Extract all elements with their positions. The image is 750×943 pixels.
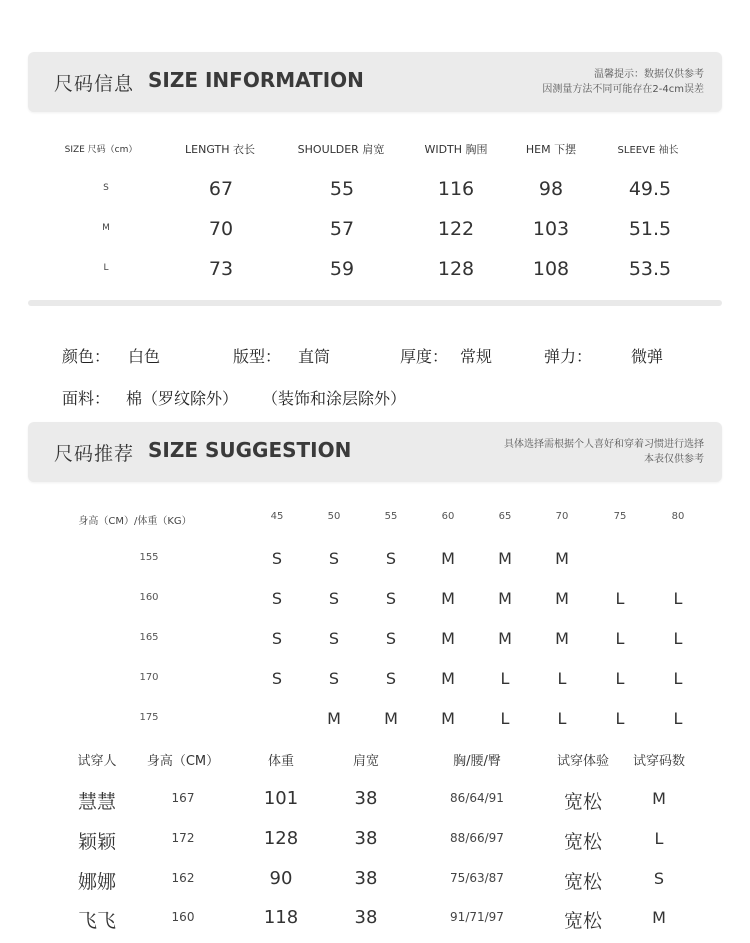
suggested-size-cell: L — [673, 629, 683, 648]
try-on-height-cell: 162 — [171, 871, 195, 885]
weight-header: 65 — [498, 511, 512, 522]
suggested-size-cell: M — [555, 629, 569, 648]
size-suggestion-title-en: SIZE SUGGESTION — [148, 438, 352, 462]
suggested-size-cell: S — [271, 629, 283, 648]
size-table-cell: 116 — [437, 178, 475, 200]
size-suggestion-title-zh: 尺码推荐 — [54, 443, 135, 465]
size-table-size-label: L — [103, 263, 109, 273]
suggested-size-cell: L — [673, 589, 683, 608]
height-label: 165 — [139, 632, 159, 643]
size-table-header: LENGTH 衣长 — [185, 143, 255, 156]
try-on-bwh-cell: 86/64/91 — [450, 791, 504, 805]
suggested-size-cell: M — [555, 589, 569, 608]
try-on-name-cell: 慧慧 — [77, 791, 117, 813]
try-on-header: 试穿体验 — [556, 754, 610, 769]
try-on-fit-cell: 宽松 — [563, 791, 603, 813]
elasticity-label: 弹力： — [544, 347, 593, 366]
size-suggestion-note — [504, 437, 704, 467]
suggested-size-cell: M — [384, 709, 398, 728]
suggested-size-cell: M — [441, 669, 455, 688]
color-value: 白色 — [128, 347, 161, 366]
try-on-size-cell: M — [652, 789, 666, 808]
weight-header: 45 — [270, 511, 284, 522]
suggested-size-cell: M — [441, 549, 455, 568]
try-on-name-cell: 娜娜 — [77, 871, 117, 893]
suggested-size-cell: M — [498, 589, 512, 608]
suggested-size-cell: L — [673, 709, 683, 728]
fabric-label: 面料： — [62, 389, 111, 408]
size-table-header: SLEEVE 袖长 — [617, 145, 679, 156]
try-on-shoulder-cell: 38 — [354, 907, 378, 928]
try-on-name-cell: 飞飞 — [77, 910, 117, 932]
try-on-header: 肩宽 — [352, 754, 380, 769]
suggested-size-cell: M — [441, 709, 455, 728]
height-label: 160 — [139, 592, 159, 603]
suggested-size-cell: L — [615, 589, 625, 608]
try-on-fit-cell: 宽松 — [563, 871, 603, 893]
size-table-cell: 51.5 — [628, 218, 672, 240]
try-on-height-cell: 160 — [171, 910, 195, 924]
size-table-header: WIDTH 胸围 — [424, 143, 488, 156]
size-information-title-zh: 尺码信息 — [54, 73, 135, 95]
try-on-bwh-cell: 88/66/97 — [450, 831, 504, 845]
try-on-fit-cell: 宽松 — [563, 910, 603, 932]
fit-value: 直筒 — [298, 347, 331, 366]
size-table-cell: 59 — [329, 258, 355, 280]
size-table-header: HEM 下摆 — [525, 143, 577, 156]
height-label: 170 — [139, 672, 159, 683]
suggested-size-cell: S — [328, 549, 340, 568]
try-on-bwh-cell: 75/63/87 — [450, 871, 504, 885]
weight-header: 55 — [384, 511, 398, 522]
try-on-height-cell: 167 — [171, 791, 195, 805]
suggested-size-cell: L — [557, 669, 567, 688]
try-on-size-cell: S — [653, 869, 665, 888]
try-on-header: 试穿人 — [77, 754, 117, 769]
suggested-size-cell: S — [328, 629, 340, 648]
suggested-size-cell: L — [615, 629, 625, 648]
size-table-cell: 67 — [208, 178, 234, 200]
suggested-size-cell: S — [328, 669, 340, 688]
size-table-cell: 49.5 — [628, 178, 672, 200]
weight-header: 75 — [613, 511, 627, 522]
size-table-cell: 53.5 — [628, 258, 672, 280]
size-table-cell: 70 — [208, 218, 234, 240]
size-table-size-label: S — [103, 183, 109, 193]
try-on-weight-cell: 101 — [263, 788, 299, 809]
suggested-size-cell: L — [615, 669, 625, 688]
try-on-shoulder-cell: 38 — [354, 868, 378, 889]
weight-header: 80 — [671, 511, 685, 522]
suggested-size-cell: L — [673, 669, 683, 688]
suggested-size-cell: S — [271, 549, 283, 568]
try-on-size-cell: L — [654, 829, 664, 848]
weight-header: 70 — [555, 511, 569, 522]
try-on-name-cell: 颖颖 — [77, 831, 117, 853]
size-table-cell: 103 — [532, 218, 570, 240]
size-suggestion-banner — [28, 422, 722, 482]
suggested-size-cell: M — [327, 709, 341, 728]
try-on-shoulder-cell: 38 — [354, 788, 378, 809]
thickness-value: 常规 — [460, 347, 493, 366]
try-on-weight-cell: 128 — [263, 828, 299, 849]
suggested-size-cell: S — [385, 669, 397, 688]
elasticity-value: 微弹 — [631, 347, 664, 366]
suggested-size-cell: S — [328, 589, 340, 608]
size-table-cell: 108 — [532, 258, 570, 280]
color-label: 颜色： — [62, 347, 111, 366]
height-label: 155 — [139, 552, 159, 563]
suggested-size-cell: S — [271, 669, 283, 688]
weight-header: 60 — [441, 511, 455, 522]
size-table-header: SHOULDER 肩宽 — [297, 143, 385, 156]
suggested-size-cell: S — [385, 589, 397, 608]
size-suggestion-note-line1: 具体选择需根据个人喜好和穿着习惯进行选择 — [504, 439, 704, 450]
size-suggestion-note-line2: 本表仅供参考 — [644, 454, 704, 465]
fabric-note: （装饰和涂层除外） — [262, 389, 407, 408]
try-on-header: 试穿码数 — [632, 754, 686, 769]
try-on-height-cell: 172 — [171, 831, 195, 845]
suggested-size-cell: L — [615, 709, 625, 728]
size-information-note-line1: 温馨提示：数据仅供参考 — [594, 69, 704, 80]
suggested-size-cell: S — [385, 549, 397, 568]
size-information-note-line2: 因测量方法不同可能存在2-4cm误差 — [542, 84, 704, 95]
height-label: 175 — [139, 712, 159, 723]
size-information-banner — [28, 52, 722, 112]
size-table-cell: 98 — [538, 178, 564, 200]
try-on-header: 身高（CM） — [146, 754, 220, 769]
fabric-value: 棉（罗纹除外） — [126, 389, 239, 408]
suggested-size-cell: S — [271, 589, 283, 608]
try-on-weight-cell: 118 — [263, 907, 299, 928]
size-table-size-label: M — [102, 223, 110, 233]
suggested-size-cell: L — [557, 709, 567, 728]
suggested-size-cell: L — [500, 709, 510, 728]
suggested-size-cell: M — [555, 549, 569, 568]
size-table-cell: 73 — [208, 258, 234, 280]
size-suggestion-corner-label: 身高（CM）/体重（KG） — [78, 516, 192, 527]
size-table-cell: 128 — [437, 258, 475, 280]
try-on-shoulder-cell: 38 — [354, 828, 378, 849]
try-on-bwh-cell: 91/71/97 — [450, 910, 504, 924]
try-on-weight-cell: 90 — [269, 868, 293, 889]
suggested-size-cell: M — [441, 629, 455, 648]
suggested-size-cell: S — [385, 629, 397, 648]
suggested-size-cell: M — [498, 549, 512, 568]
suggested-size-cell: L — [500, 669, 510, 688]
try-on-fit-cell: 宽松 — [563, 831, 603, 853]
size-table-cell: 55 — [329, 178, 355, 200]
size-table-header: SIZE 尺码（cm） — [64, 145, 138, 155]
size-information-title-en: SIZE INFORMATION — [148, 68, 364, 92]
suggested-size-cell: M — [498, 629, 512, 648]
fit-label: 版型： — [233, 347, 282, 366]
try-on-size-cell: M — [652, 908, 666, 927]
weight-header: 50 — [327, 511, 341, 522]
size-information-card-bottom — [28, 300, 722, 306]
size-information-note — [542, 67, 704, 97]
size-table-cell: 57 — [329, 218, 355, 240]
thickness-label: 厚度： — [400, 347, 449, 366]
suggested-size-cell: M — [441, 589, 455, 608]
try-on-header: 胸/腰/臀 — [453, 754, 501, 769]
try-on-header: 体重 — [267, 754, 295, 769]
size-table-cell: 122 — [437, 218, 475, 240]
